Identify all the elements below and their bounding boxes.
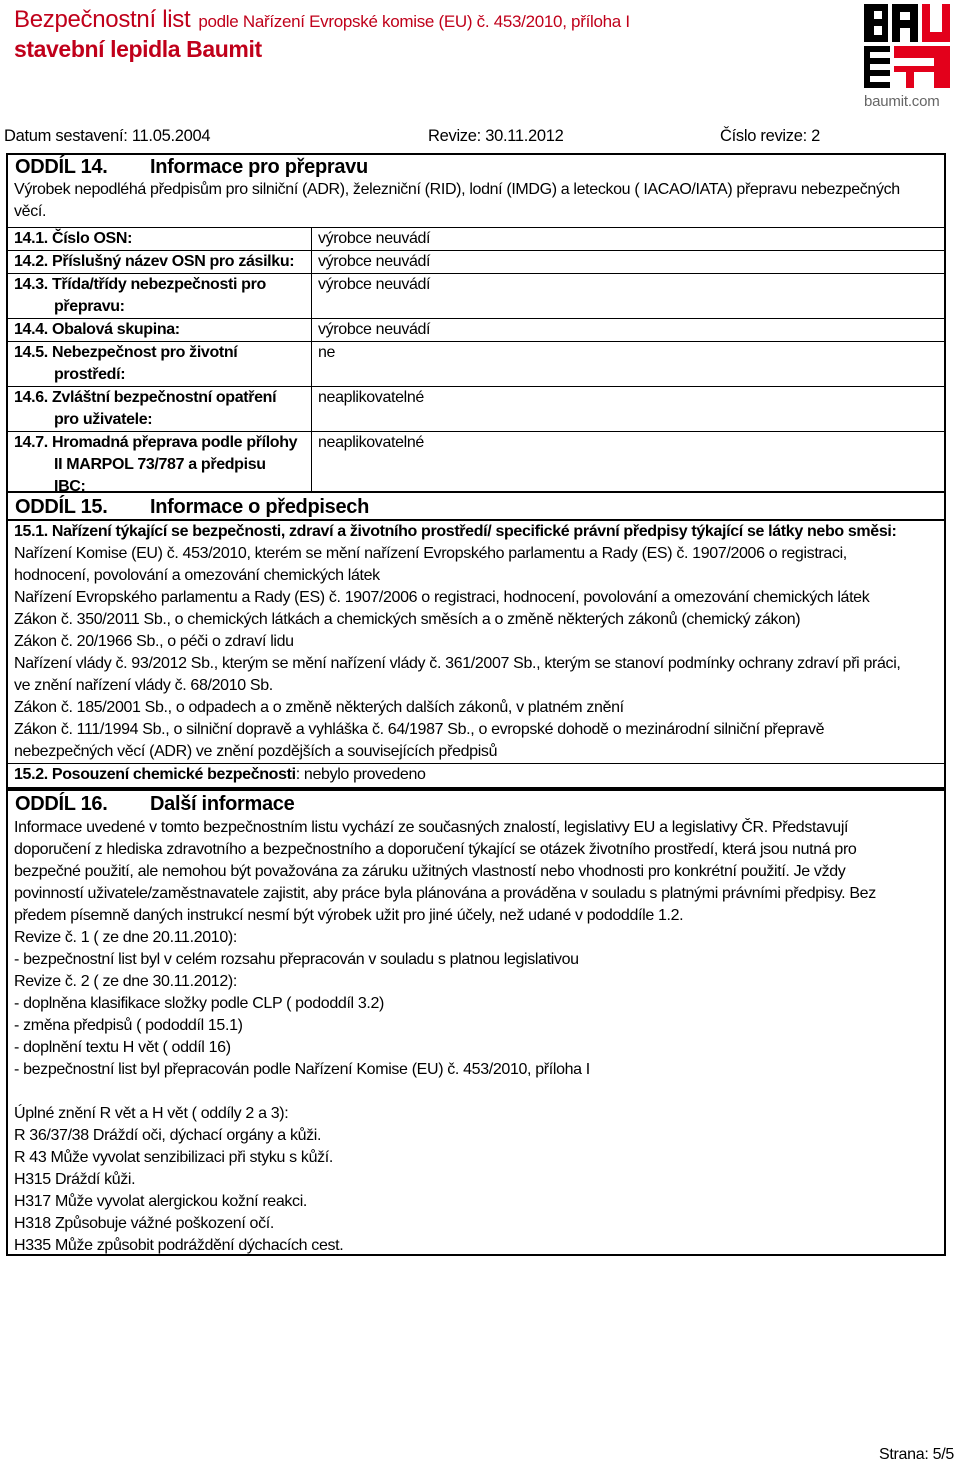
- row-14-7: 14.7. Hromadná přeprava podle přílohy II MARPOL 73/787 a předpisu IBC: neaplikovatelné: [8, 431, 944, 498]
- row-14-5: 14.5. Nebezpečnost pro životní prostředí: ne: [8, 341, 944, 386]
- subsection-15-1-heading: 15.1. Nařízení týkající se bezpečnosti, zdraví a životního prostředí/ specifické právní předpisy týkající se látky nebo směsi:: [14, 523, 897, 540]
- row-14-1: 14.1. Číslo OSN: výrobce neuvádí: [8, 227, 944, 250]
- revision-date: Revize: 30.11.2012: [428, 127, 564, 145]
- row-14-3: 14.3. Třída/třídy nebezpečnosti pro přepravu: výrobce neuvádí: [8, 273, 944, 318]
- section-16-heading: ODDÍL 16. Další informace: [15, 793, 295, 815]
- product-name: stavební lepidla Baumit: [14, 36, 262, 62]
- section-14-intro: Výrobek nepodléhá předpisům pro silniční (ADR), železniční (RID), lodní (IMDG) a leteckou ( IACAO/IATA) přepravu nebezpečných věcí.: [14, 181, 900, 220]
- revision-number: Číslo revize: 2: [720, 127, 821, 145]
- regulation-text: podle Nařízení Evropské komise (EU) č. 453/2010, příloha I: [198, 12, 630, 31]
- title-text: Bezpečnostní list: [14, 6, 191, 33]
- row-14-2: 14.2. Příslušný název OSN pro zásilku: výrobce neuvádí: [8, 250, 944, 273]
- section-14: [6, 153, 946, 493]
- section-15: [6, 493, 946, 789]
- page-number: Strana: 5/5: [879, 1446, 954, 1463]
- date-created: Datum sestavení: 11.05.2004: [4, 127, 211, 145]
- section-16-body: Informace uvedené v tomto bezpečnostním listu vychází ze současných znalostí, legislativy EU a legislativy ČR. Představují doporučení z hlediska zdravotního a bezpečnostního a doporučení týkající se otázek životního prostředí, která jsou nutná pro bezpečné použití, ale nemohou být považována za záruku užitných vlastností nebo vhodnosti pro konkrétní použití. Je vždy povinností uživatele/zaměstnavatele zajistit, aby práce byla plánována a prováděna v souladu s platnými právními předpisy. Bez předem písemně daných instrukcí nesmí být výrobek užit pro jiné účely, než udané v pododdíle 1.2. Revize č. 1 ( ze dne 20.11.2010): - bezpečnostní list byl v celém rozsahu přepracován v souladu s platnou legislativou Revize č. 2 ( ze dne 30.11.2012): - doplněna klasifikace složky podle CLP ( pododdíl 3.2) - změna předpisů ( pododdíl 15.1) - doplnění textu H vět ( oddíl 16) - bezpečnostní list byl přepracován podle Nařízení Komise (EU) č. 453/2010, příloha I Úplné znění R vět a H vět ( oddíly 2 a 3): R 36/37/38 Dráždí oči, dýchací orgány a kůži. R 43 Může vyvolat senzibilizaci při styku s kůží. H315 Dráždí kůži. H317 Může vyvolat alergickou kožní reakci. H318 Způsobuje vážné poškození očí. H335 Může způsobit podráždění dýchacích cest.: [14, 819, 876, 1254]
- section-15-body: 15.1. Nařízení týkající se bezpečnosti, zdraví a životního prostředí/ specifické právní předpisy týkající se látky nebo směsi: Nařízení Komise (EU) č. 453/2010, kterém se mění nařízení Evropského parlamentu a Rady (ES) č. 1907/2006 o registraci, hodnocení, povolování a omezování chemických látek Nařízení Evropského parlamentu a Rady (ES) č. 1907/2006 o registraci, hodnocení, povolování a omezování chemických látek Zákon č. 350/2011 Sb., o chemických látkách a chemických směsích a o změně některých zákonů (chemický zákon) Zákon č. 20/1966 Sb., o péči o zdraví lidu Nařízení vlády č. 93/2012 Sb., kterým se mění nařízení vlády č. 361/2007 Sb., kterým se stanoví podmínky ochrany zdraví při práci, ve znění nařízení vlády č. 68/2010 Sb. Zákon č. 185/2001 Sb., o odpadech a o změně některých dalších zákonů, v platném znění Zákon č. 111/1994 Sb., o silniční dopravě a vyhláška č. 64/1987 Sb., o evropské dohodě o mezinárodní silniční přepravě nebezpečných věcí (ADR) ve znění pozdějších a souvisejících předpisů: [8, 521, 944, 763]
- row-14-4: 14.4. Obalová skupina: výrobce neuvádí: [8, 318, 944, 341]
- document-title: [14, 6, 630, 34]
- row-14-6: 14.6. Zvláštní bezpečnostní opatření pro uživatele: neaplikovatelné: [8, 386, 944, 431]
- subsection-15-2: 15.2. Posouzení chemické bezpečnosti: nebylo provedeno: [14, 766, 426, 783]
- section-15-heading: ODDÍL 15. Informace o předpisech: [15, 496, 370, 518]
- baumit-logo: [862, 2, 952, 90]
- section-14-heading: ODDÍL 14. Informace pro přepravu: [15, 156, 368, 178]
- section-16: [6, 789, 946, 1256]
- logo-url: baumit.com: [864, 93, 940, 110]
